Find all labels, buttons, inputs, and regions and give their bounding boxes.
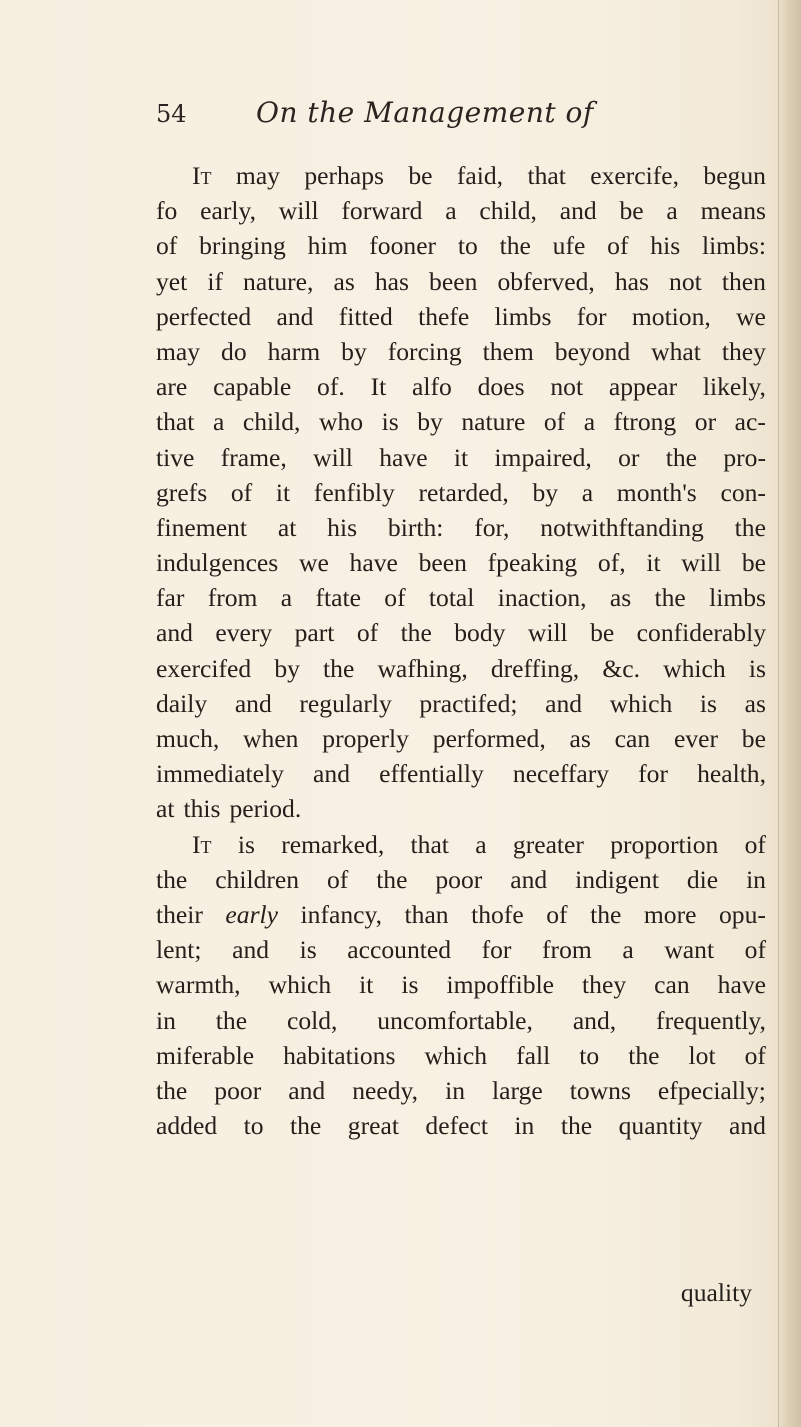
text-line: finement at his birth: for, notwithftanding the xyxy=(156,512,766,542)
running-title: On the Management of xyxy=(256,96,594,129)
text-line: daily and regularly practifed; and which is as xyxy=(156,688,766,718)
text-line: It may perhaps be faid, that exercife, begun xyxy=(192,161,766,190)
text-line: may do harm by forcing them beyond what they xyxy=(156,336,766,366)
text-line: It is remarked, that a greater proportion of xyxy=(192,829,766,859)
text-line: and every part of the body will be confiderably xyxy=(156,618,766,648)
text-line: their early infancy, than thofe of the more opu- xyxy=(156,899,766,929)
text-line: much, when properly performed, as can ever be xyxy=(156,724,766,753)
page-number: 54 xyxy=(156,100,187,128)
text-line: far from a ftate of total inaction, as the limbs xyxy=(156,583,766,613)
text-line: of bringing him fooner to the ufe of his limbs: xyxy=(156,231,766,261)
text-line: added to the great defect in the quantity and xyxy=(156,1111,766,1141)
catchword: quality xyxy=(680,1278,752,1307)
catchword-row xyxy=(156,1278,752,1308)
text-line: grefs of it fenfibly retarded, by a month's con- xyxy=(156,477,766,507)
text-line: exercifed by the wafhing, dreffing, &c. which is xyxy=(156,653,766,683)
text-line: that a child, who is by nature of a ftrong or ac- xyxy=(156,407,766,437)
text-line: are capable of. It alfo does not appear likely, xyxy=(156,372,766,402)
text-line: lent; and is accounted for from a want of xyxy=(156,935,766,965)
page-header xyxy=(156,96,676,140)
text-line: perfected and fitted thefe limbs for motion, we xyxy=(156,301,766,331)
text-line: fo early, will forward a child, and be a means xyxy=(156,196,766,226)
body-text xyxy=(156,158,766,1143)
text-line: tive frame, will have it impaired, or the pro- xyxy=(156,442,766,472)
text-line: in the cold, uncomfortable, and, frequently, xyxy=(156,1005,766,1035)
text-line: at this period. xyxy=(156,794,302,824)
text-line: miferable habitations which fall to the lot of xyxy=(156,1040,766,1070)
text-line: indulgences we have been fpeaking of, it will be xyxy=(156,548,766,578)
text-line: immediately and effentially neceffary for health, xyxy=(156,759,766,789)
text-line: the children of the poor and indigent die in xyxy=(156,864,766,894)
text-line: yet if nature, as has been obferved, has not then xyxy=(156,266,766,296)
text-line: warmth, which it is impoffible they can have xyxy=(156,970,766,1000)
page-edge xyxy=(778,0,801,1427)
text-line: the poor and needy, in large towns efpecially; xyxy=(156,1075,766,1105)
